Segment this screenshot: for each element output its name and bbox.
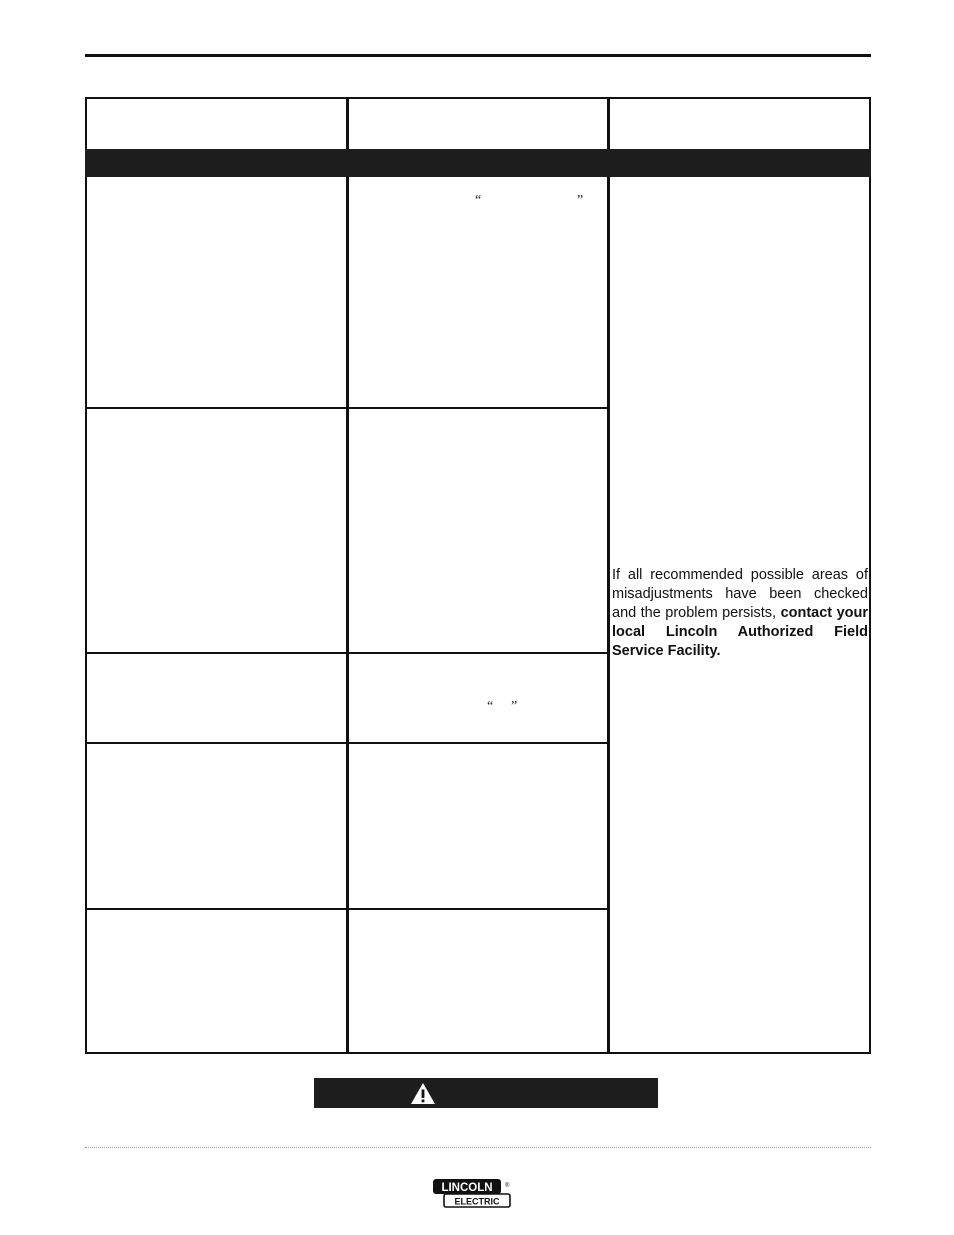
- caution-banner: [314, 1078, 658, 1108]
- table-border-left: [85, 97, 87, 1054]
- close-quote-mark: ”: [577, 193, 584, 208]
- section-header-band: [85, 149, 871, 177]
- column-divider-2: [607, 97, 610, 1054]
- row-divider-3: [85, 742, 609, 744]
- warning-triangle-icon: [410, 1082, 436, 1105]
- logo-line2: ELECTRIC: [454, 1196, 500, 1207]
- column-divider-1: [346, 97, 349, 1054]
- open-quote-mark: “: [475, 193, 482, 208]
- troubleshooting-table: [85, 97, 871, 1054]
- row-divider-1: [85, 407, 609, 409]
- logo-registered-mark: ®: [505, 1183, 510, 1189]
- recommended-action: [612, 566, 868, 661]
- table-border-right: [869, 97, 871, 1054]
- logo-line1: LINCOLN: [441, 1182, 493, 1194]
- recommended-action-emphasis: contact your local Lincoln Authorized Field Service Facility.: [612, 605, 869, 659]
- row-divider-4: [85, 908, 609, 910]
- footer-divider: [85, 1147, 871, 1148]
- close-quote-mark: ”: [511, 699, 518, 714]
- row-divider-2: [85, 652, 609, 654]
- recommended-action-text: If all recommended possible areas of misadjustments have been checked and the problem persists,: [612, 567, 868, 621]
- header-rule: [85, 54, 871, 57]
- table-border-bottom: [85, 1052, 871, 1054]
- lincoln-electric-logo: [432, 1178, 512, 1208]
- open-quote-mark: “: [487, 699, 494, 714]
- table-border-top: [85, 97, 871, 99]
